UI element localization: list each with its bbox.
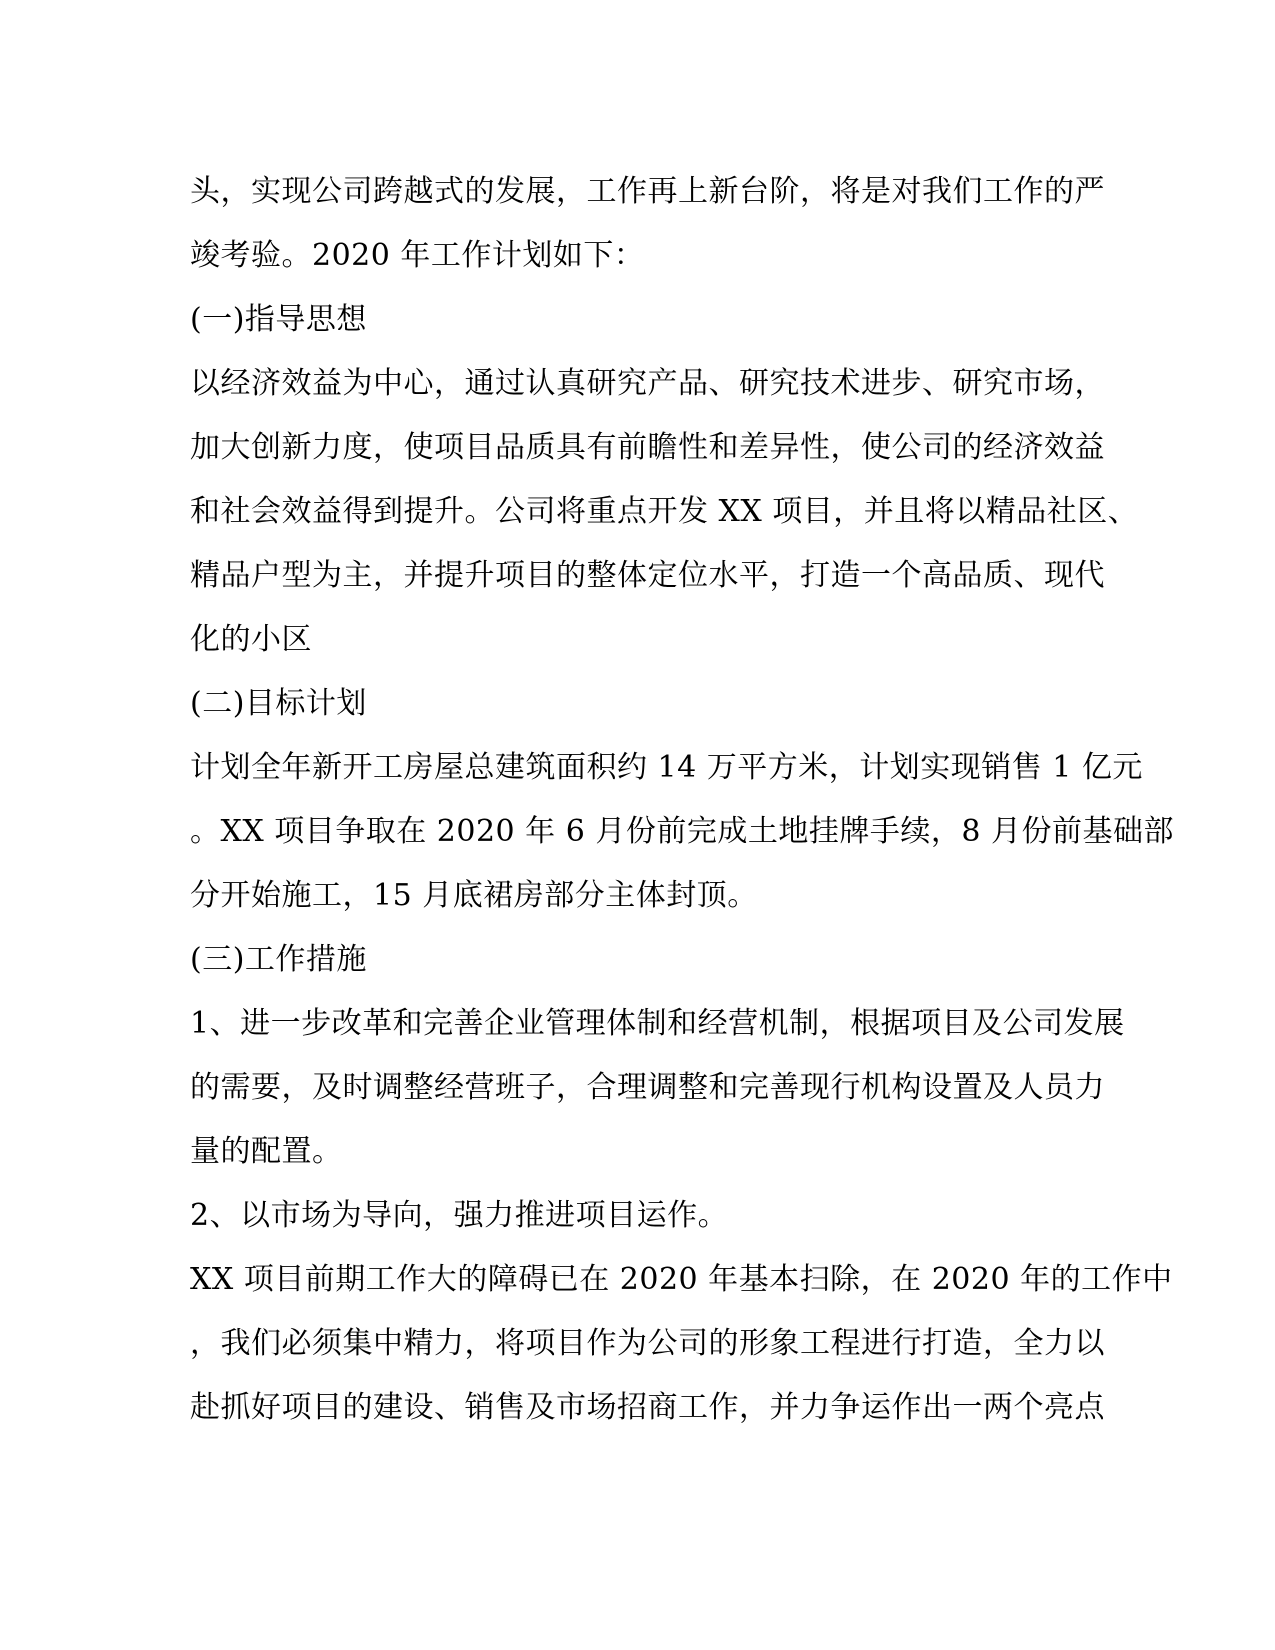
text-line: XX 项目前期工作大的障碍已在 2020 年基本扫除，在 2020 年的工作中 <box>190 1262 1173 1297</box>
document-body <box>190 160 1174 1440</box>
text-line: 计划全年新开工房屋总建筑面积约 14 万平方米，计划实现销售 1 亿元 <box>190 750 1143 785</box>
text-line: 精品户型为主，并提升项目的整体定位水平，打造一个高品质、现代 <box>190 558 1105 593</box>
section-heading: (一)指导思想 <box>190 302 367 337</box>
text-line: 和社会效益得到提升。公司将重点开发 XX 项目，并且将以精品社区、 <box>190 494 1139 529</box>
text-line: 以经济效益为中心，通过认真研究产品、研究技术进步、研究市场， <box>190 366 1105 401</box>
section-heading: (二)目标计划 <box>190 686 367 721</box>
text-line: 赴抓好项目的建设、销售及市场招商工作，并力争运作出一两个亮点 <box>190 1390 1105 1425</box>
text-line: 的需要，及时调整经营班子，合理调整和完善现行机构设置及人员力 <box>190 1070 1105 1105</box>
text-line: 2、以市场为导向，强力推进项目运作。 <box>190 1198 729 1233</box>
section-heading: (三)工作措施 <box>190 942 367 977</box>
text-line: ，我们必须集中精力，将项目作为公司的形象工程进行打造，全力以 <box>190 1326 1105 1361</box>
text-line: 分开始施工，15 月底裙房部分主体封顶。 <box>190 878 758 913</box>
text-line: 。XX 项目争取在 2020 年 6 月份前完成土地挂牌手续，8 月份前基础部 <box>190 814 1174 849</box>
text-line: 加大创新力度，使项目品质具有前瞻性和差异性，使公司的经济效益 <box>190 430 1105 465</box>
text-line: 竣考验。2020 年工作计划如下： <box>190 238 645 273</box>
text-line: 化的小区 <box>190 622 312 657</box>
text-line: 1、进一步改革和完善企业管理体制和经营机制，根据项目及公司发展 <box>190 1006 1125 1041</box>
text-line: 头，实现公司跨越式的发展，工作再上新台阶，将是对我们工作的严 <box>190 174 1105 209</box>
text-line: 量的配置。 <box>190 1134 343 1169</box>
